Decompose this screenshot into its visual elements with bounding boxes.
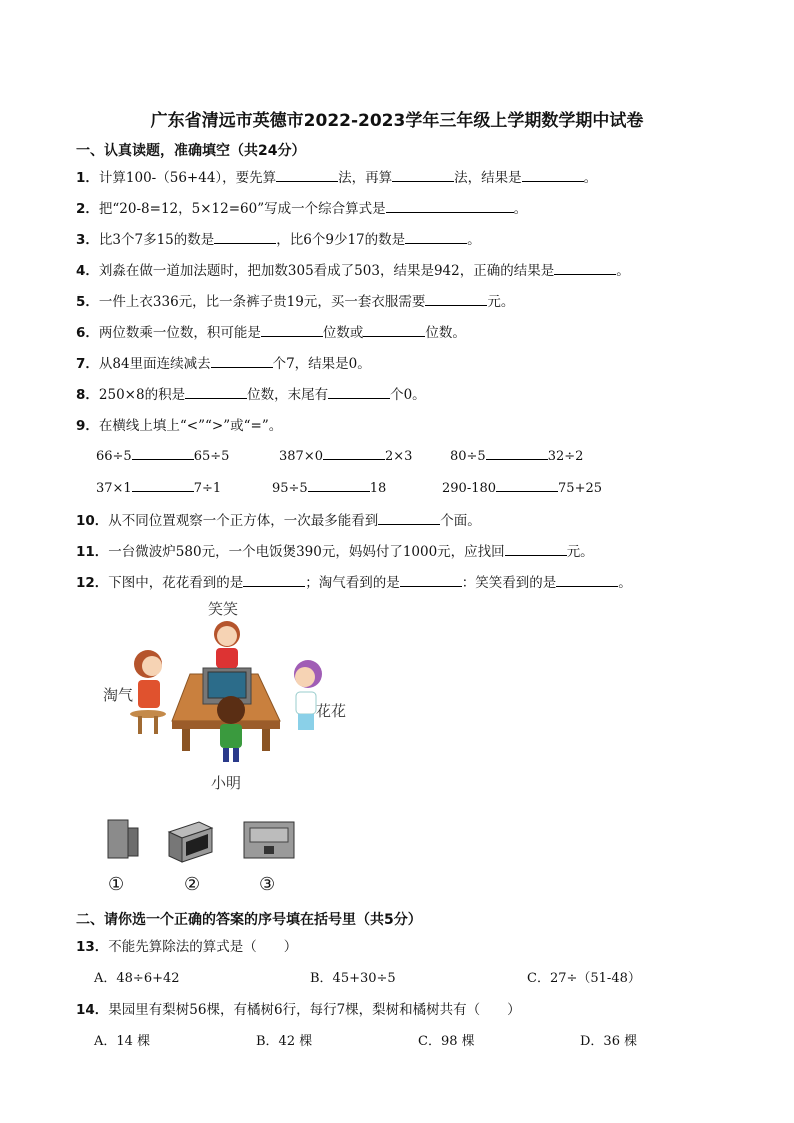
question-2: 2．把“20-8=12，5×12=60”写成一个综合算式是 。 [76, 201, 528, 217]
option-3-label: ③ [259, 874, 276, 895]
tv-side-view [108, 820, 138, 858]
answer-blank[interactable] [522, 169, 584, 182]
compare-item: 80÷5 32÷2 [450, 449, 584, 464]
label-xiaoming: 小明 [211, 774, 242, 792]
answer-blank[interactable] [486, 447, 548, 460]
choice-a[interactable]: A．48÷6+42 [94, 971, 180, 986]
table-scene-image [100, 596, 370, 796]
question-11: 11．一台微波炉580元，一个电饭煲390元，妈妈付了1000元，应找回 元。 [76, 544, 594, 560]
answer-blank[interactable] [132, 479, 194, 492]
compare-item: 290-180 75+25 [442, 481, 603, 496]
option-1-label: ① [108, 874, 125, 895]
compare-item: 66÷5 65÷5 [96, 449, 230, 464]
answer-blank[interactable] [211, 355, 273, 368]
answer-blank[interactable] [214, 231, 276, 244]
answer-blank[interactable] [132, 447, 194, 460]
answer-blank[interactable] [261, 324, 323, 337]
observation-illustration [100, 596, 370, 800]
answer-blank[interactable] [328, 386, 390, 399]
choice-c[interactable]: C．27÷（51-48） [527, 971, 641, 986]
page-title: 广东省清远市英德市2022-2023学年三年级上学期数学期中试卷 [150, 111, 644, 131]
answer-blank[interactable] [505, 543, 567, 556]
choice-b[interactable]: B．45+30÷5 [310, 971, 396, 986]
choice-d[interactable]: D．36 棵 [580, 1034, 638, 1049]
compare-item: 37×1 7÷1 [96, 481, 222, 496]
choice-b[interactable]: B．42 棵 [256, 1034, 313, 1049]
tv-angled-view [169, 822, 212, 862]
question-7: 7．从84里面连续减去 个7，结果是0。 [76, 356, 371, 372]
answer-blank[interactable] [378, 512, 440, 525]
answer-blank[interactable] [363, 324, 425, 337]
answer-blank[interactable] [405, 231, 467, 244]
question-4: 4．刘淼在做一道加法题时，把加数305看成了503，结果是942，正确的结果是 。 [76, 263, 630, 279]
answer-blank[interactable] [243, 574, 305, 587]
question-6: 6．两位数乘一位数，积可能是 位数或 位数。 [76, 325, 466, 341]
label-taoqi: 淘气 [103, 686, 134, 704]
answer-blank[interactable] [425, 293, 487, 306]
label-xiaoxiao: 笑笑 [208, 600, 239, 618]
question-8: 8．250×8的积是 位数，末尾有 个0。 [76, 387, 426, 403]
question-12: 12．下图中，花花看到的是 ；淘气看到的是 ：笑笑看到的是 。 [76, 575, 632, 591]
answer-blank[interactable] [400, 574, 462, 587]
question-14: 14．果园里有梨树56棵，有橘树6行，每行7棵，梨树和橘树共有（ ） [76, 1002, 521, 1018]
label-huahua: 花花 [316, 702, 347, 720]
question-10: 10．从不同位置观察一个正方体，一次最多能看到 个面。 [76, 513, 481, 529]
question-13: 13．不能先算除法的算式是（ ） [76, 939, 298, 955]
question-5: 5．一件上衣336元，比一条裤子贵19元，买一套衣服需要 元。 [76, 294, 515, 310]
question-9: 9．在横线上填上“<”“>”或“=”。 [76, 418, 283, 434]
tv-view-options [104, 816, 304, 866]
answer-blank[interactable] [392, 169, 454, 182]
tv-back-view [244, 822, 294, 858]
choice-a[interactable]: A．14 棵 [94, 1034, 151, 1049]
answer-blank[interactable] [554, 262, 616, 275]
answer-blank[interactable] [308, 479, 370, 492]
option-2-label: ② [184, 874, 201, 895]
choice-c[interactable]: C．98 棵 [418, 1034, 475, 1049]
answer-blank[interactable] [323, 447, 385, 460]
compare-item: 95÷5 18 [272, 481, 387, 496]
answer-blank[interactable] [276, 169, 338, 182]
section-title: 一、认真读题，准确填空（共24分） [76, 143, 306, 159]
compare-item: 387×0 2×3 [279, 449, 413, 464]
answer-blank[interactable] [185, 386, 247, 399]
question-1: 1．计算100-（56+44），要先算 法，再算 法，结果是 。 [76, 170, 598, 186]
section-title: 二、请你选一个正确的答案的序号填在括号里（共5分） [76, 912, 422, 928]
answer-blank[interactable] [386, 200, 514, 213]
question-3: 3．比3个7多15的数是 ，比6个9少17的数是 。 [76, 232, 481, 248]
answer-blank[interactable] [556, 574, 618, 587]
answer-blank[interactable] [496, 479, 558, 492]
